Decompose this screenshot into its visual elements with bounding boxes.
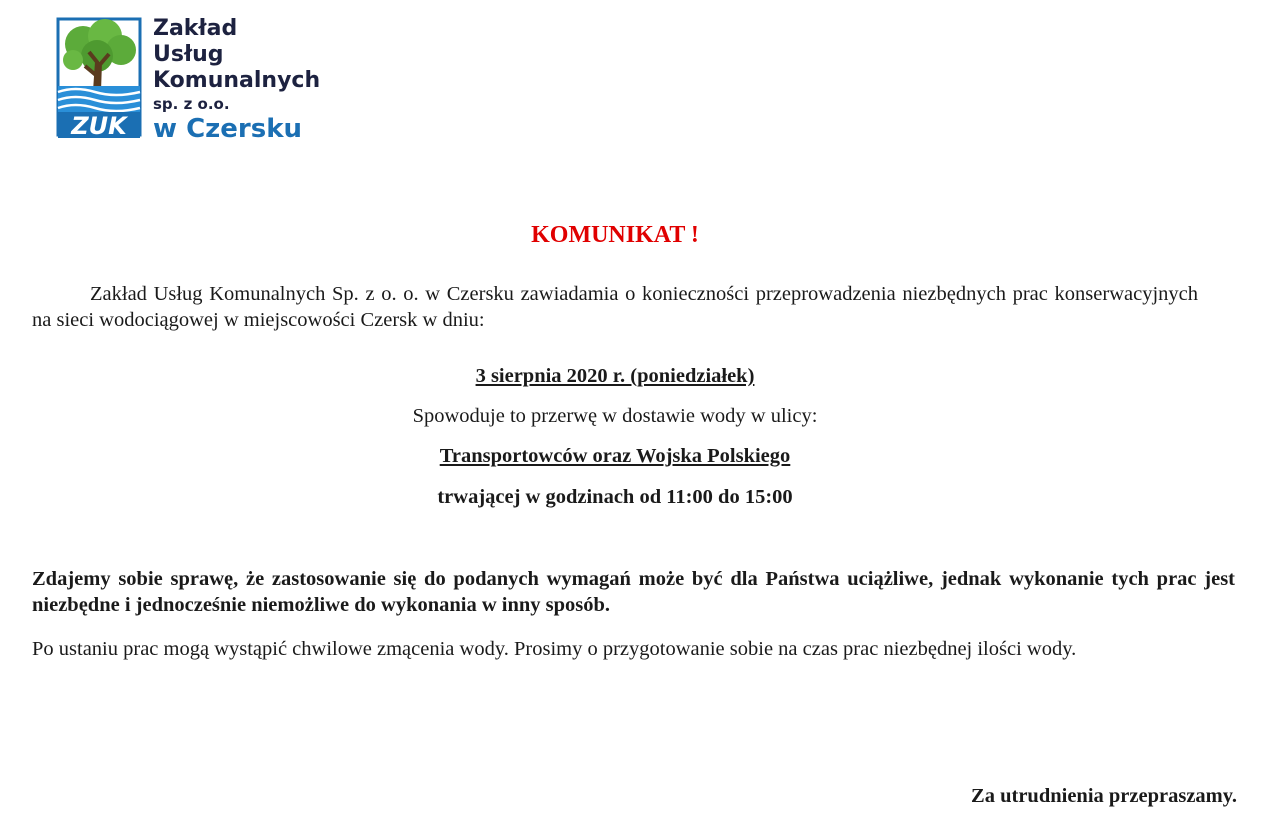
logo-line-1: Zakład <box>153 16 238 41</box>
closing-apology: Za utrudnienia przepraszamy. <box>971 785 1237 807</box>
affected-streets: Transportowców oraz Wojska Polskiego <box>439 445 791 467</box>
interruption-text: Spowoduje to przerwę w dostawie wody w ulicy: <box>412 405 818 427</box>
intro-paragraph: Zakład Usług Komunalnych Sp. z o. o. w Czersku zawiadamia o konieczności przeprowadzenia niezbędnych prac konserwacyjnych na sieci wodociągowej w miejscowości Czersk w dniu: <box>32 283 1198 331</box>
logo-line-2: Usług <box>153 42 224 67</box>
logo-line-4: sp. z o.o. <box>153 95 230 113</box>
logo-wordmark <box>153 16 320 144</box>
logo-badge-text: ZUK <box>71 112 127 140</box>
company-logo <box>55 16 345 146</box>
awareness-paragraph: Zdajemy sobie sprawę, że zastosowanie się do podanych wymagań może być dla Państwa uciążliwe, jednak wykonanie tych prac jest niezbędne i jednocześnie niemożliwe do wykonania w inny sposób. <box>32 568 1235 616</box>
logo-line-5: w Czersku <box>153 114 303 144</box>
tree-water-logo-icon <box>55 16 143 140</box>
works-date: 3 sierpnia 2020 r. (poniedziałek) <box>475 365 755 387</box>
logo-line-3: Komunalnych <box>153 68 321 93</box>
after-works-paragraph: Po ustaniu prac mogą wystąpić chwilowe zmącenia wody. Prosimy o przygotowanie sobie na czas prac niezbędnej ilości wody. <box>32 638 1077 660</box>
works-hours: trwającej w godzinach od 11:00 do 15:00 <box>437 486 793 508</box>
notice-title: KOMUNIKAT ! <box>531 222 699 248</box>
